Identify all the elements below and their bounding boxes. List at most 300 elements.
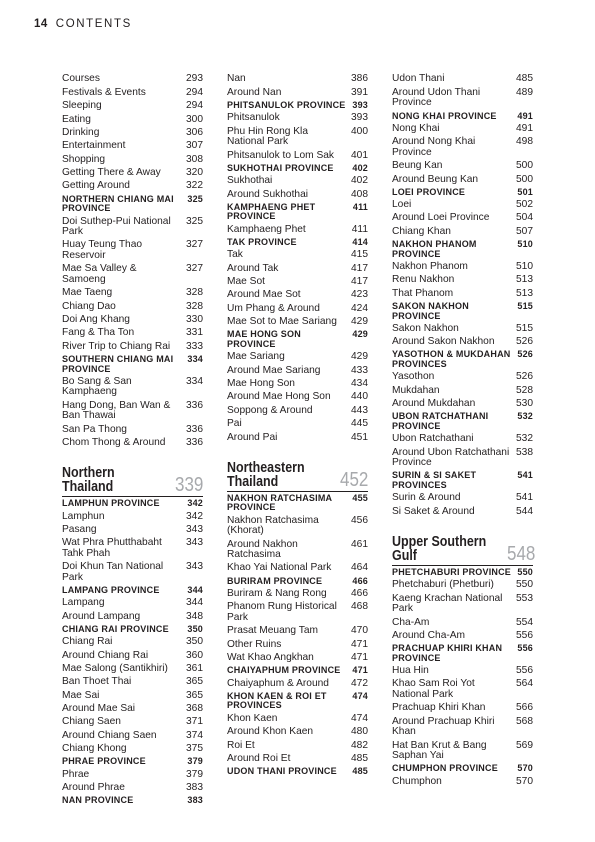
- page-ref: 411: [352, 201, 368, 212]
- toc-entry[interactable]: [227, 188, 368, 201]
- page-ref: 429: [351, 316, 368, 328]
- entry-title: Soppong & Around: [227, 404, 313, 416]
- entry-title: Chumphon: [392, 775, 442, 787]
- page-ref: 443: [351, 404, 368, 416]
- page-ref: 541: [517, 470, 533, 481]
- province-heading[interactable]: [62, 624, 203, 636]
- province-heading[interactable]: [392, 470, 533, 492]
- page-ref: 379: [187, 756, 203, 767]
- entry-title: Around Phrae: [62, 782, 125, 794]
- toc-entry[interactable]: [227, 276, 368, 289]
- toc-entry[interactable]: [62, 689, 203, 702]
- toc-entry[interactable]: [62, 314, 203, 327]
- entry-title: Festivals & Events: [62, 86, 146, 98]
- entry-title: Nakhon Ratchasima (Khorat): [227, 514, 319, 537]
- page-ref: 513: [516, 287, 533, 299]
- province-heading[interactable]: [227, 237, 368, 249]
- page-ref: 515: [516, 322, 533, 334]
- page-ref: 294: [186, 100, 203, 112]
- entry-title: Bo Sang & San Kamphaeng: [62, 375, 132, 398]
- entry-title: Hat Ban Krut & Bang Saphan Yai: [392, 739, 487, 762]
- toc-entry[interactable]: [392, 160, 533, 173]
- province-heading[interactable]: [62, 795, 203, 807]
- page-ref: 414: [352, 236, 368, 247]
- toc-entry[interactable]: [62, 327, 203, 340]
- page-ref: 411: [351, 223, 368, 235]
- page-ref: 328: [186, 287, 203, 299]
- toc-entry[interactable]: [62, 167, 203, 180]
- province-heading[interactable]: [227, 691, 368, 713]
- province-heading[interactable]: [392, 643, 533, 665]
- page-ref: 350: [186, 636, 203, 648]
- toc-entry[interactable]: [392, 261, 533, 274]
- entry-title: Fang & Tha Ton: [62, 327, 135, 339]
- page-ref: 379: [186, 768, 203, 780]
- toc-entry[interactable]: [392, 398, 533, 411]
- page-ref: 474: [352, 690, 368, 701]
- page-ref: 470: [351, 625, 368, 637]
- toc-entry[interactable]: [227, 418, 368, 431]
- entry-title: Doi Ang Khang: [62, 313, 130, 325]
- entry-title: Around Roi Et: [227, 752, 291, 764]
- entry-title: Around Mae Hong Son: [227, 391, 331, 403]
- page-ref: 526: [517, 349, 533, 360]
- entry-title: Kaeng Krachan National Park: [392, 592, 503, 615]
- toc-entry[interactable]: [392, 739, 533, 763]
- province-title: SAKON NAKHON PROVINCE: [392, 300, 469, 321]
- entry-title: Around Prachuap Khiri Khan: [392, 715, 495, 738]
- province-title: SOUTHERN CHIANG MAI PROVINCE: [62, 353, 174, 374]
- page-ref: 429: [351, 351, 368, 363]
- toc-entry[interactable]: [62, 636, 203, 649]
- province-heading[interactable]: [392, 411, 533, 433]
- entry-title: Ban Thoet Thai: [62, 676, 132, 688]
- toc-entry[interactable]: [392, 665, 533, 678]
- page-ref: 415: [351, 249, 368, 261]
- toc-entry[interactable]: [227, 752, 368, 765]
- toc-column-1: [62, 73, 203, 807]
- toc-entry[interactable]: [62, 524, 203, 537]
- page-ref: 500: [516, 160, 533, 172]
- toc-entry[interactable]: [227, 391, 368, 404]
- page-ref: 386: [351, 73, 368, 85]
- province-heading[interactable]: [392, 349, 533, 371]
- page-ref: 368: [186, 703, 203, 715]
- entry-title: Around Chiang Rai: [62, 649, 149, 661]
- page-ref: 400: [351, 125, 368, 137]
- page-ref: 333: [186, 340, 203, 352]
- toc-entry[interactable]: [62, 73, 203, 86]
- province-heading[interactable]: [392, 239, 533, 261]
- entry-title: Mae Salong (Santikhiri): [62, 662, 168, 674]
- entry-title: Mae Sai: [62, 689, 100, 701]
- entry-title: Nan: [227, 73, 246, 85]
- province-title: TAK PROVINCE: [227, 236, 297, 247]
- page-ref: 402: [351, 175, 368, 187]
- page-ref: 466: [352, 575, 368, 586]
- toc-entry[interactable]: [62, 768, 203, 781]
- toc-entry[interactable]: [227, 175, 368, 188]
- toc-entry[interactable]: [392, 122, 533, 135]
- page-title: CONTENTS: [55, 18, 132, 30]
- toc-entry[interactable]: [392, 73, 533, 86]
- page-ref: 471: [352, 665, 368, 676]
- entry-title: Yasothon: [392, 371, 435, 383]
- entry-title: Entertainment: [62, 140, 126, 152]
- province-title: PHRAE PROVINCE: [62, 756, 146, 767]
- toc-entry[interactable]: [392, 322, 533, 335]
- entry-title: Phetchaburi (Phetburi): [392, 579, 494, 591]
- toc-entry[interactable]: [62, 537, 203, 561]
- page-ref: 371: [186, 716, 203, 728]
- toc-entry[interactable]: [392, 433, 533, 446]
- entry-title: Prasat Meuang Tam: [227, 625, 318, 637]
- toc-entry[interactable]: [227, 538, 368, 562]
- toc-entry[interactable]: [392, 592, 533, 616]
- page-ref: 375: [186, 743, 203, 755]
- page-ref: 424: [351, 302, 368, 314]
- page-ref: 445: [351, 418, 368, 430]
- page-ref: 402: [352, 162, 368, 173]
- page-ref: 401: [351, 149, 368, 161]
- page-ref: 554: [516, 616, 533, 628]
- page-ref: 510: [517, 239, 533, 250]
- page-ref: 344: [187, 584, 203, 595]
- page-ref: 334: [187, 353, 203, 364]
- province-heading[interactable]: [227, 493, 368, 515]
- toc-entry[interactable]: [62, 703, 203, 716]
- toc-entry[interactable]: [227, 638, 368, 651]
- entry-title: Chaiyaphum & Around: [227, 677, 329, 689]
- toc-entry[interactable]: [62, 561, 203, 585]
- province-heading[interactable]: [227, 575, 368, 587]
- province-heading[interactable]: [62, 498, 203, 510]
- entry-title: Around Cha-Am: [392, 629, 466, 641]
- toc-entry[interactable]: [392, 505, 533, 518]
- toc-entry[interactable]: [392, 579, 533, 592]
- province-title: KHON KAEN & ROI ET PROVINCES: [227, 690, 327, 711]
- page-ref: 300: [186, 113, 203, 125]
- province-heading[interactable]: [392, 110, 533, 122]
- toc-entry[interactable]: [62, 437, 203, 450]
- page-ref: 423: [351, 289, 368, 301]
- page-ref: 361: [186, 662, 203, 674]
- province-heading[interactable]: [227, 163, 368, 175]
- toc-entry[interactable]: [392, 702, 533, 715]
- toc-entry[interactable]: [62, 153, 203, 166]
- toc-entry[interactable]: [62, 676, 203, 689]
- toc-entry[interactable]: [62, 743, 203, 756]
- page-ref: 393: [352, 100, 368, 111]
- page-ref: 455: [352, 492, 368, 503]
- page-ref: 501: [517, 186, 533, 197]
- page-ref: 433: [351, 364, 368, 376]
- toc-entry[interactable]: [392, 86, 533, 110]
- page-ref: 544: [516, 505, 533, 517]
- page-ref: 556: [516, 665, 533, 677]
- toc-entry[interactable]: [62, 100, 203, 113]
- page-ref: 325: [186, 215, 203, 227]
- toc-entry[interactable]: [227, 249, 368, 262]
- page-ref: 513: [516, 274, 533, 286]
- toc-entry[interactable]: [392, 225, 533, 238]
- entry-title: Wat Khao Angkhan: [227, 652, 314, 664]
- entry-title: Cha-Am: [392, 616, 430, 628]
- toc-entry[interactable]: [227, 562, 368, 575]
- toc-entry[interactable]: [227, 677, 368, 690]
- toc-entry[interactable]: [392, 287, 533, 300]
- entry-title: Wat Phra Phutthabaht Tahk Phah: [62, 537, 162, 559]
- entry-title: Hang Dong, Ban Wan & Ban Thawai: [62, 399, 171, 422]
- section-heading: [62, 466, 203, 497]
- entry-title: Nong Khai: [392, 122, 440, 134]
- toc-entry[interactable]: [392, 715, 533, 739]
- toc-entry[interactable]: [227, 86, 368, 99]
- page-ref: 451: [351, 431, 368, 443]
- toc-entry[interactable]: [62, 113, 203, 126]
- entry-title: Khon Kaen: [227, 712, 278, 724]
- province-heading[interactable]: [227, 100, 368, 112]
- entry-title: Getting Around: [62, 180, 130, 192]
- toc-entry[interactable]: [227, 125, 368, 149]
- province-heading[interactable]: [392, 186, 533, 198]
- toc-entry[interactable]: [227, 351, 368, 364]
- toc-entry[interactable]: [62, 399, 203, 423]
- page-ref: 482: [351, 739, 368, 751]
- toc-entry[interactable]: [392, 274, 533, 287]
- entry-title: Doi Khun Tan National Park: [62, 561, 164, 583]
- toc-entry[interactable]: [392, 371, 533, 384]
- page-ref: 330: [186, 313, 203, 325]
- page-ref: 328: [186, 300, 203, 312]
- toc-entry[interactable]: [227, 112, 368, 125]
- entry-title: Mae Hong Son: [227, 378, 295, 390]
- toc-entry[interactable]: [62, 287, 203, 300]
- province-title: PHITSANULOK PROVINCE: [227, 100, 346, 111]
- page-ref: 570: [516, 775, 533, 787]
- province-title: SUKHOTHAI PROVINCE: [227, 162, 334, 173]
- page-ref: 294: [186, 86, 203, 98]
- page-ref: 569: [516, 739, 533, 751]
- toc-entry[interactable]: [62, 239, 203, 263]
- toc-entry[interactable]: [62, 663, 203, 676]
- toc-entry[interactable]: [227, 262, 368, 275]
- page-ref: 471: [351, 652, 368, 664]
- toc-entry[interactable]: [62, 215, 203, 239]
- page-ref: 532: [517, 411, 533, 422]
- page-ref: 343: [186, 523, 203, 535]
- province-heading[interactable]: [227, 202, 368, 224]
- page-ref: 491: [516, 122, 533, 134]
- entry-title: Phrae: [62, 768, 90, 780]
- page-ref: 485: [351, 752, 368, 764]
- toc-entry[interactable]: [62, 86, 203, 99]
- toc-entry[interactable]: [392, 136, 533, 160]
- entry-title: Chom Thong & Around: [62, 437, 166, 448]
- province-heading[interactable]: [62, 585, 203, 597]
- toc-entry[interactable]: [392, 616, 533, 629]
- toc-entry[interactable]: [62, 423, 203, 436]
- toc-entry[interactable]: [62, 716, 203, 729]
- toc-entry[interactable]: [227, 712, 368, 725]
- entry-title: Si Saket & Around: [392, 505, 475, 517]
- page-ref: 365: [186, 676, 203, 688]
- toc-entry[interactable]: [227, 378, 368, 391]
- toc-column-3: [392, 73, 533, 789]
- toc-entry[interactable]: [227, 431, 368, 444]
- province-title: NAN PROVINCE: [62, 795, 134, 806]
- toc-entry[interactable]: [227, 588, 368, 601]
- province-heading[interactable]: [392, 763, 533, 775]
- province-title: CHIANG RAI PROVINCE: [62, 623, 169, 634]
- toc-entry[interactable]: [227, 364, 368, 377]
- entry-title: Beung Kan: [392, 160, 443, 172]
- entry-title: Mae Sa Valley & Samoeng: [62, 263, 137, 285]
- page-ref: 383: [186, 782, 203, 794]
- entry-title: Kamphaeng Phet: [227, 223, 306, 235]
- page-ref: 327: [186, 239, 203, 251]
- entry-title: Around Chiang Saen: [62, 729, 157, 741]
- entry-title: Around Tak: [227, 262, 279, 274]
- toc-entry[interactable]: [62, 610, 203, 623]
- province-title: KAMPHAENG PHET PROVINCE: [227, 201, 316, 222]
- toc-entry[interactable]: [62, 140, 203, 153]
- page-ref: 374: [186, 729, 203, 741]
- toc-entry[interactable]: [227, 302, 368, 315]
- entry-title: Chiang Saen: [62, 716, 121, 728]
- entry-title: Around Ubon Ratchathani Province: [392, 446, 510, 469]
- toc-entry[interactable]: [392, 446, 533, 470]
- toc-entry[interactable]: [392, 384, 533, 397]
- entry-title: Around Beung Kan: [392, 173, 479, 185]
- entry-title: Sleeping: [62, 100, 102, 112]
- toc-entry[interactable]: [62, 729, 203, 742]
- page-ref: 474: [351, 712, 368, 724]
- entry-title: Doi Suthep-Pui National Park: [62, 215, 171, 238]
- toc-entry[interactable]: [227, 652, 368, 665]
- toc-entry[interactable]: [227, 726, 368, 739]
- toc-entry[interactable]: [227, 73, 368, 86]
- entry-title: Mukdahan: [392, 384, 440, 396]
- page-ref: 480: [351, 726, 368, 738]
- page-ref: 408: [351, 188, 368, 200]
- province-heading[interactable]: [227, 665, 368, 677]
- province-heading[interactable]: [227, 329, 368, 351]
- toc-entry[interactable]: [62, 300, 203, 313]
- province-title: LAMPHUN PROVINCE: [62, 498, 160, 509]
- toc-entry[interactable]: [62, 180, 203, 193]
- page-ref: 306: [186, 126, 203, 138]
- entry-title: Phitsanulok to Lom Sak: [227, 149, 335, 161]
- page-ref: 532: [516, 433, 533, 445]
- toc-entry[interactable]: [227, 739, 368, 752]
- toc-entry[interactable]: [227, 316, 368, 329]
- page-ref: 307: [186, 140, 203, 152]
- toc-entry[interactable]: [62, 375, 203, 399]
- entry-title: Eating: [62, 113, 91, 125]
- section-title: Upper Southern Gulf: [392, 533, 487, 565]
- province-heading[interactable]: [62, 193, 203, 215]
- toc-entry[interactable]: [227, 404, 368, 417]
- province-heading[interactable]: [392, 301, 533, 323]
- page-ref: 344: [186, 597, 203, 609]
- page-ref: 566: [516, 702, 533, 714]
- toc-entry[interactable]: [392, 629, 533, 642]
- page-ref: 528: [516, 384, 533, 396]
- toc-entry[interactable]: [227, 601, 368, 625]
- page-ref: 343: [186, 561, 203, 573]
- toc-entry[interactable]: [227, 289, 368, 302]
- page-ref: 472: [351, 677, 368, 689]
- province-heading[interactable]: [62, 756, 203, 768]
- entry-title: Phitsanulok: [227, 112, 280, 124]
- province-title: NAKHON PHANOM PROVINCE: [392, 239, 477, 259]
- province-heading[interactable]: [392, 567, 533, 579]
- toc-entry[interactable]: [62, 263, 203, 287]
- page-ref: 334: [186, 375, 203, 387]
- entry-title: Around Mae Sai: [62, 703, 136, 715]
- entry-title: Mae Taeng: [62, 287, 113, 299]
- toc-entry[interactable]: [227, 625, 368, 638]
- toc-entry[interactable]: [62, 649, 203, 662]
- toc-entry[interactable]: [62, 127, 203, 140]
- province-title: PHETCHABURI PROVINCE: [392, 566, 512, 577]
- section-page: 452: [339, 468, 368, 491]
- province-title: SURIN & SI SAKET PROVINCES: [392, 470, 477, 491]
- entry-title: Buriram & Nang Rong: [227, 588, 327, 600]
- entry-title: Sukhothai: [227, 175, 273, 187]
- entry-title: Around Lampang: [62, 610, 141, 622]
- page-ref: 365: [186, 689, 203, 701]
- toc-entry[interactable]: [62, 340, 203, 353]
- entry-title: Lamphun: [62, 510, 105, 522]
- page-ref: 327: [186, 263, 203, 275]
- toc-entry[interactable]: [62, 510, 203, 523]
- province-heading[interactable]: [227, 766, 368, 778]
- page-ref: 440: [351, 391, 368, 403]
- entry-title: Around Loei Province: [392, 212, 490, 224]
- toc-entry[interactable]: [227, 223, 368, 236]
- toc-entry[interactable]: [62, 597, 203, 610]
- section-page: 548: [506, 542, 535, 565]
- page-ref: 526: [516, 336, 533, 348]
- toc-entry[interactable]: [392, 212, 533, 225]
- entry-title: Around Mae Sot: [227, 289, 301, 301]
- province-title: UDON THANI PROVINCE: [227, 766, 337, 777]
- toc-entry[interactable]: [62, 782, 203, 795]
- toc-entry[interactable]: [227, 514, 368, 538]
- toc-entry[interactable]: [392, 173, 533, 186]
- province-title: UBON RATCHATHANI PROVINCE: [392, 411, 489, 431]
- toc-entry[interactable]: [227, 149, 368, 162]
- toc-entry[interactable]: [392, 199, 533, 212]
- entry-title: Around Nakhon Ratchasima: [227, 538, 298, 561]
- toc-entry[interactable]: [392, 492, 533, 505]
- page-ref: 550: [517, 566, 533, 577]
- entry-title: Huay Teung Thao Reservoir: [62, 239, 143, 261]
- page-ref: 502: [516, 199, 533, 211]
- province-title: YASOTHON & MUKDAHAN PROVINCES: [392, 349, 511, 370]
- toc-entry[interactable]: [392, 678, 533, 702]
- toc-entry[interactable]: [392, 775, 533, 788]
- entry-title: Around Sukhothai: [227, 188, 308, 200]
- page-ref: 429: [352, 329, 368, 340]
- toc-entry[interactable]: [392, 336, 533, 349]
- entry-title: Phanom Rung Historical Park: [227, 601, 337, 623]
- province-heading[interactable]: [62, 354, 203, 376]
- page-ref: 325: [187, 193, 203, 204]
- province-title: CHAIYAPHUM PROVINCE: [227, 665, 341, 676]
